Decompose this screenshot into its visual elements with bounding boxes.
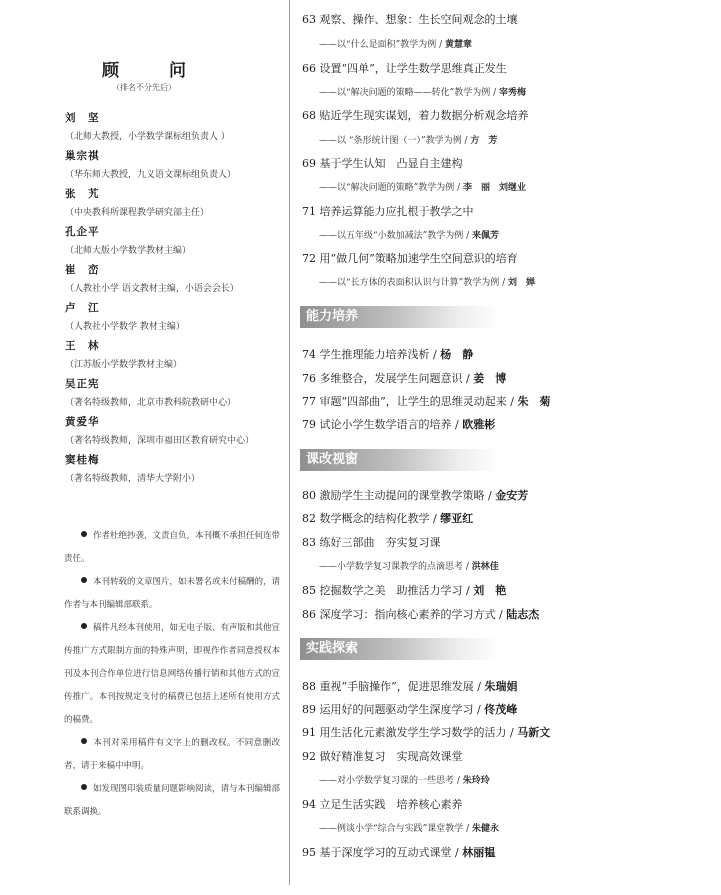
toc-title: 贴近学生现实谋划，着力数据分析观念培养 [319,109,529,122]
toc-title: 立足生活实践 培养核心素养 [319,798,463,811]
advisor-role: （华东师大教授，九义语文课标组负责人） [65,170,237,180]
toc-entry[interactable]: 89 运用好的问题驱动学生深度学习 / 佟茂峰 [302,703,518,716]
toc-entry[interactable] [302,250,717,266]
toc-entry[interactable]: 85 挖掘数学之美 助推活力学习 / 刘 艳 [302,584,507,597]
toc-entry[interactable]: 74 学生推理能力培养浅析 / 杨 静 [302,348,474,361]
bullet-icon [81,738,87,744]
advisor-name: 黄爱华 [65,416,100,428]
toc-author: 林丽韫 [462,846,496,859]
toc-page-number: 82 [302,512,316,525]
toc-entry[interactable]: 79 试论小学生数学语言的培养 / 欧雅彬 [302,418,496,431]
bullet-icon [81,577,87,583]
toc-title: 用生活化元素激发学生学习数学的活力 [319,726,507,739]
toc-title: 学生推理能力培养浅析 [319,348,430,361]
advisor-role: （著名特级教师，深圳市福田区教育研究中心） [65,436,255,446]
toc-title: 试论小学生数学语言的培养 [319,418,452,431]
toc-subtitle: ——以“解决问题的策略——转化”教学为例 [319,88,491,98]
advisor-name: 刘 坚 [65,112,100,124]
toc-page-number: 80 [302,489,316,502]
toc-page-number: 92 [302,750,316,763]
toc-entry[interactable]: 82 数学概念的结构化教学 / 缪亚红 [302,512,474,525]
advisor-name: 张 艽 [65,188,100,200]
toc-title: 运用好的问题驱动学生深度学习 [319,703,474,716]
toc-entry[interactable] [302,534,717,550]
toc-subtitle-line: ——对小学数学复习课的一些思考 / 朱玲玲 [319,776,490,786]
advisor-item [65,109,285,147]
toc-subtitle-line: ——以“解决问题的策略——转化”教学为例 / 宰秀梅 [319,88,526,98]
advisor-name: 窦桂梅 [65,454,100,466]
advisors-list [65,109,285,489]
bullet-icon [81,623,87,629]
toc-page-number: 72 [302,252,316,265]
note-text: 本刊转载的文章图片，如未署名或未付稿酬的，请作者与本刊编辑部联系。 [64,577,281,610]
advisors-subtitle: （排名不分先后） [112,83,176,92]
toc-page-number: 79 [302,418,316,431]
toc-title: 审题“四部曲”，让学生的思维灵动起来 [319,395,507,408]
toc-subtitle-line: ——例谈小学“综合与实践”课堂教学 / 朱健永 [319,824,499,834]
toc-subtitle: ——以“解决问题的策略”教学为例 [319,183,455,193]
toc-subtitle-line: ——以“解决问题的策略”教学为例 / 李 丽 刘继业 [319,183,526,193]
toc-page-number: 74 [302,348,316,361]
toc-entry[interactable]: 77 审题“四部曲”，让学生的思维灵动起来 / 朱 菊 [302,395,551,408]
toc-author: 朱健永 [471,824,499,834]
toc-subtitle: ——例谈小学“综合与实践”课堂教学 [319,824,464,834]
toc-page-number: 66 [302,62,316,75]
toc-author: 洪林佳 [471,562,499,572]
toc-page-number: 88 [302,680,316,693]
advisor-item [65,223,285,261]
advisor-item [65,261,285,299]
toc-entry[interactable] [302,796,717,812]
advisor-name: 吴正宪 [65,378,100,390]
toc-page-number: 94 [302,798,316,811]
toc-page-number: 83 [302,536,316,549]
toc-subtitle: ——对小学数学复习课的一些思考 [319,776,455,786]
toc-title: 练好三部曲 夯实复习课 [319,536,441,549]
advisor-name: 巢宗祺 [65,150,100,162]
advisor-role: （北师大教授，小学数学课标组负责人 ） [65,132,230,142]
toc-page-number: 71 [302,205,316,218]
toc-subtitle: ——小学数学复习课教学的点滴思考 [319,562,464,572]
advisor-item [65,413,285,451]
toc-title: 设置“四单”，让学生数学思维真正发生 [319,62,507,75]
advisor-name: 王 林 [65,340,100,352]
note-text: 如发现图印装质量问题影响阅读，请与本刊编辑部联系调换。 [64,784,281,817]
advisor-name: 卢 江 [65,302,100,314]
section-header-reform [300,449,500,471]
note-paragraph [64,571,280,617]
toc-subtitle: ——以“什么是面积”教学为例 [319,40,437,50]
toc-entry[interactable] [302,203,717,219]
toc-author: 姜 博 [473,372,507,385]
toc-entry[interactable]: 95 基于深度学习的互动式课堂 / 林丽韫 [302,846,496,859]
note-paragraph [64,732,280,778]
toc-page-number: 95 [302,846,316,859]
advisor-role: （人教社小学数学 教材主编） [65,322,185,332]
toc-author: 朱 菊 [517,395,551,408]
note-text: 本刊对采用稿件有文字上的删改权。不同意删改者，请于来稿中申明。 [64,738,280,771]
advisor-item [65,185,285,223]
advisors-panel [0,0,288,895]
advisor-name: 孔企平 [65,226,100,238]
editorial-notes [64,525,280,824]
advisor-item [65,451,285,489]
toc-page-number: 86 [302,608,316,621]
toc-author: 缪亚红 [440,512,474,525]
toc-author: 杨 静 [440,348,474,361]
advisor-role: （江苏版小学数学教材主编） [65,360,183,370]
toc-subtitle-line: ——小学数学复习课教学的点滴思考 / 洪林佳 [319,562,499,572]
toc-subtitle-line: ——以“什么是面积”教学为例 / 黄慧章 [319,40,472,50]
section-header-label: 能力培养 [306,309,359,324]
note-paragraph [64,525,280,571]
toc-author: 来佩芳 [471,231,499,241]
toc-author: 朱瑞娟 [484,680,518,693]
toc-title: 观察、操作、想象：生长空间观念的土壤 [319,13,518,26]
toc-title: 做好精准复习 实现高效课堂 [319,750,463,763]
column-divider [289,0,290,885]
toc-entry[interactable] [302,11,717,27]
toc-title: 激励学生主动提问的课堂教学策略 [319,489,485,502]
bullet-icon [81,784,87,790]
toc-title: 多维整合，发展学生问题意识 [319,372,463,385]
advisor-item [65,337,285,375]
toc-title: 挖掘数学之美 助推活力学习 [319,584,463,597]
toc-subtitle-line: ——以 “条形统计图（一）”教学为例 / 方 芳 [319,136,498,146]
toc-entry[interactable]: 88 重视“手脑操作”，促进思维发展 / 朱瑞娟 [302,680,518,693]
toc-author: 刘 艳 [473,584,507,597]
toc-author: 佟茂峰 [484,703,518,716]
note-text: 稿件凡经本刊使用，如无电子版、有声版和其他宣传推广方式限制方面的特殊声明，即视作作者同意授权本刊及本刊合作单位进行信息网络传播行销和其他方式的宣传推广。本刊按规定支付的稿费已包括上述所有使用方式的稿费。 [64,623,281,725]
toc-entry[interactable]: 86 深度学习：指向核心素养的学习方式 / 陆志杰 [302,608,540,621]
advisor-item [65,299,285,337]
toc-author: 黄慧章 [444,40,472,50]
toc-entry[interactable] [302,60,717,76]
toc-title: 用“做几何”策略加速学生空间意识的培育 [319,252,518,265]
table-of-contents [297,0,717,895]
toc-author: 欧雅彬 [462,418,496,431]
toc-author: 陆志杰 [506,608,540,621]
advisor-item [65,147,285,185]
toc-author: 马新文 [517,726,551,739]
toc-entry[interactable] [302,748,717,764]
advisor-role: （著名特级教师，清华大学附小） [65,474,201,484]
note-text: 作者杜绝抄袭，文责自负，本刊概不承担任何连带责任。 [64,531,281,564]
section-header-label: 实践探索 [306,641,359,656]
toc-title: 基于深度学习的互动式课堂 [319,846,452,859]
toc-title: 培养运算能力应扎根于教学之中 [319,205,474,218]
advisor-role: （人教社小学 语文教材主编，小语会会长） [65,284,239,294]
advisor-role: （中央教科所课程教学研究部主任） [65,208,210,218]
toc-subtitle: ——以 “条形统计图（一）”教学为例 [319,136,462,146]
bullet-icon [81,531,87,537]
toc-author: 刘 婵 [507,278,535,288]
toc-page-number: 77 [302,395,316,408]
note-paragraph [64,778,280,824]
toc-title: 基于学生认知 凸显自主建构 [319,157,463,170]
toc-author: 金安芳 [495,489,529,502]
toc-entry[interactable] [302,155,717,171]
note-paragraph [64,617,280,732]
toc-page-number: 76 [302,372,316,385]
toc-subtitle-line: ——以五年级“小数加减法”教学为例 / 来佩芳 [319,231,499,241]
advisor-name: 崔 峦 [65,264,100,276]
toc-author: 宰秀梅 [498,88,526,98]
section-header-practice [300,638,500,660]
toc-title: 数学概念的结构化教学 [319,512,430,525]
advisor-item [65,375,285,413]
toc-title: 深度学习：指向核心素养的学习方式 [319,608,496,621]
toc-author: 朱玲玲 [462,776,490,786]
toc-page-number: 69 [302,157,316,170]
advisor-role: （著名特级教师，北京市教科院教研中心） [65,398,237,408]
toc-entry[interactable] [302,107,717,123]
toc-title: 重视“手脑操作”，促进思维发展 [319,680,474,693]
advisors-title: 顾 问 [102,61,208,81]
toc-entry[interactable]: 91 用生活化元素激发学生学习数学的活力 / 马新文 [302,726,551,739]
toc-subtitle: ——以五年级“小数加减法”教学为例 [319,231,464,241]
toc-page-number: 91 [302,726,316,739]
advisor-role: （北师大版小学数学教材主编） [65,246,192,256]
toc-page-number: 63 [302,13,316,26]
toc-page-number: 85 [302,584,316,597]
toc-subtitle-line: ——以“长方体的表面积认识与计算”教学为例 / 刘 婵 [319,278,535,288]
toc-entry[interactable]: 80 激励学生主动提问的课堂教学策略 / 金安芳 [302,489,529,502]
toc-author: 李 丽 刘继业 [462,183,526,193]
toc-entry[interactable]: 76 多维整合，发展学生问题意识 / 姜 博 [302,372,507,385]
toc-subtitle: ——以“长方体的表面积认识与计算”教学为例 [319,278,500,288]
section-header-ability [300,306,500,328]
section-header-label: 课改视窗 [306,452,359,467]
toc-page-number: 68 [302,109,316,122]
toc-author: 方 芳 [470,136,498,146]
toc-page-number: 89 [302,703,316,716]
